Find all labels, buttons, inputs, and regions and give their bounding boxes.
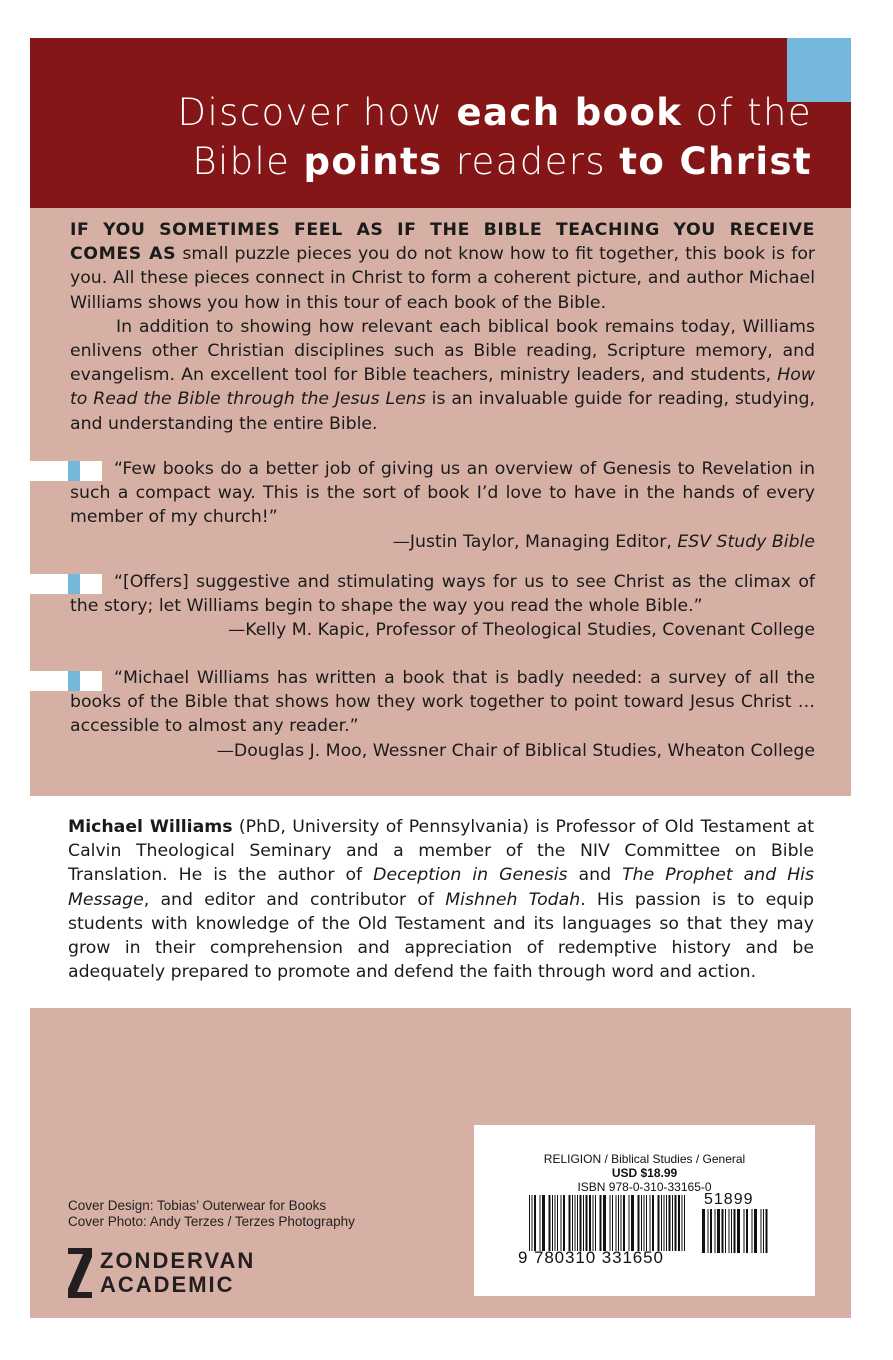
barcode-bar <box>593 1195 594 1251</box>
barcode-bar <box>561 1195 562 1251</box>
barcode-bar <box>577 1195 578 1251</box>
barcode-bar <box>629 1195 630 1251</box>
bisac-category: RELIGION / Biblical Studies / General <box>543 1152 746 1166</box>
barcode-addon-digits: 51899 <box>704 1191 754 1208</box>
barcode-bar <box>761 1209 762 1253</box>
barcode-bar <box>621 1195 622 1251</box>
description-paragraph-2: In addition to showing how relevant each biblical book remains today, Williams enlivens other Christian disciplines such as Bible reading, Scripture memory, and evangelism. An excellent tool for Bible teachers, ministry leaders, and students, How to Read the Bible through the Jesus Lens is an invaluable guide for reading, studying, and understanding the entire Bible. <box>70 316 816 434</box>
barcode-bar <box>540 1195 541 1251</box>
barcode-bar <box>731 1209 732 1253</box>
barcode-bar <box>589 1195 591 1251</box>
zondervan-logo-icon <box>68 1248 92 1298</box>
barcode-bar <box>583 1195 584 1251</box>
cover-design-credit: Cover Design: Tobias’ Outerwear for Books <box>68 1198 327 1213</box>
description-paragraph-1: IF YOU SOMETIMES FEEL AS IF THE BIBLE TEACHING YOU RECEIVE COMES AS small puzzle pieces you do not know how to fit together, this book is for you. All these pieces connect in Christ to form a coherent picture, and author Michael Williams shows you how in this tour of each book of the Bible. <box>70 220 815 313</box>
barcode-bar <box>715 1209 716 1253</box>
barcode-bar <box>675 1195 677 1251</box>
barcode-bar <box>610 1195 611 1251</box>
author-bio: Michael Williams (PhD, University of Pennsylvania) is Professor of Old Testament at Calvin Theological Seminary and a member of the NIV Committee on Bible Translation. He is the author of Deception in Genesis and The Prophet and His Message, and editor and contributor of Mishneh Todah. His passion is to equip students with knowledge of the Old Testament and its languages so that they may grow in their comprehension and appreciation of redemptive history and be adequately prepared to promote and defend the faith through word and action. <box>68 817 814 983</box>
barcode-bar <box>575 1195 576 1251</box>
barcode <box>529 1195 689 1251</box>
barcode-bar <box>603 1195 606 1251</box>
barcode-bar <box>652 1195 654 1251</box>
quote-attribution: —Kelly M. Kapic, Professor of Theological Studies, Covenant College <box>227 620 815 641</box>
barcode-bar <box>580 1195 582 1251</box>
barcode-bar <box>616 1195 617 1251</box>
barcode-bar <box>734 1209 736 1253</box>
barcode-bar <box>612 1195 613 1251</box>
barcode-bar <box>557 1195 558 1251</box>
barcode-bar <box>669 1195 671 1251</box>
barcode-bar <box>754 1209 757 1253</box>
price: USD $18.99 <box>611 1166 678 1180</box>
barcode-bar <box>682 1195 683 1251</box>
barcode-bar <box>631 1195 634 1251</box>
barcode-bar <box>744 1209 745 1253</box>
barcode-bar <box>725 1209 726 1253</box>
barcode-bar <box>661 1195 662 1251</box>
barcode-bar <box>708 1209 709 1253</box>
quote-attribution: —Justin Taylor, Managing Editor, ESV Study Bible <box>392 531 815 552</box>
barcode-bar <box>549 1195 551 1251</box>
quote-attribution: —Douglas J. Moo, Wessner Chair of Biblical Studies, Wheaton College <box>216 740 815 761</box>
headline <box>30 88 812 186</box>
barcode-bar <box>684 1195 685 1251</box>
barcode-bar <box>763 1209 764 1253</box>
barcode-bar <box>595 1195 596 1251</box>
barcode-bar <box>534 1195 536 1251</box>
description <box>70 218 815 436</box>
barcode-bar <box>737 1209 740 1253</box>
bottom-panel <box>30 1008 851 1318</box>
barcode-bar <box>678 1195 680 1251</box>
barcode-bar <box>646 1195 647 1251</box>
isbn: ISBN 978-0-310-33165-0 <box>577 1180 712 1194</box>
endorsement-2 <box>70 570 815 643</box>
barcode-bar <box>664 1195 665 1251</box>
barcode-addon <box>702 1209 770 1253</box>
publisher-name: ZONDERVAN ACADEMIC <box>100 1248 256 1297</box>
barcode-bar <box>752 1209 753 1253</box>
barcode-bar <box>650 1195 651 1251</box>
cover-credits <box>68 1198 355 1230</box>
barcode-bar <box>600 1195 602 1251</box>
barcode-bar <box>569 1195 571 1251</box>
barcode-bar <box>572 1195 573 1251</box>
barcode-bar <box>555 1195 556 1251</box>
barcode-digits: 9 780310 331650 <box>518 1248 664 1267</box>
barcode-bar <box>618 1195 619 1251</box>
barcode-bar <box>623 1195 625 1251</box>
barcode-bar <box>641 1195 642 1251</box>
endorsement-3 <box>70 666 815 763</box>
header-banner <box>30 38 851 208</box>
quote-text: “[Offers] suggestive and stimulating ways for us to see Christ as the climax of the story; let Williams begin to shape the way you read the whole Bible.” <box>70 572 815 617</box>
barcode-bar <box>644 1195 645 1251</box>
cover-photo-credit: Cover Photo: Andy Terzes / Terzes Photography <box>68 1214 355 1229</box>
barcode-bar <box>746 1209 748 1253</box>
barcode-bar <box>563 1195 565 1251</box>
barcode-bar <box>766 1209 768 1253</box>
barcode-bar <box>702 1209 705 1253</box>
barcode-bar <box>638 1195 640 1251</box>
barcode-bar <box>729 1209 730 1253</box>
barcode-bar <box>529 1195 530 1251</box>
barcode-bar <box>717 1209 720 1253</box>
barcode-info <box>474 1152 815 1194</box>
barcode-bar <box>672 1195 673 1251</box>
quote-text: “Few books do a better job of giving us an overview of Genesis to Revelation in such a compact way. This is the sort of book I’d love to have in the hands of every member of my church!” <box>70 459 815 528</box>
headline-line-2: Bible points readers to Christ <box>192 140 812 183</box>
barcode-bar <box>552 1195 553 1251</box>
quote-text: “Michael Williams has written a book that is badly needed: a survey of all the books of the Bible that shows how they work together to point toward Jesus Christ … accessible to almost any reader.” <box>70 668 815 737</box>
headline-line-1: Discover how each book of the <box>177 91 812 134</box>
endorsement-1 <box>70 457 815 554</box>
barcode-bar <box>586 1195 588 1251</box>
barcode-bar <box>542 1195 545 1251</box>
barcode-box <box>474 1125 815 1296</box>
barcode-bar <box>722 1209 724 1253</box>
barcode-bar <box>658 1195 660 1251</box>
description-panel <box>30 208 851 796</box>
barcode-bar <box>710 1209 712 1253</box>
barcode-bar <box>532 1195 533 1251</box>
barcode-bar <box>666 1195 667 1251</box>
